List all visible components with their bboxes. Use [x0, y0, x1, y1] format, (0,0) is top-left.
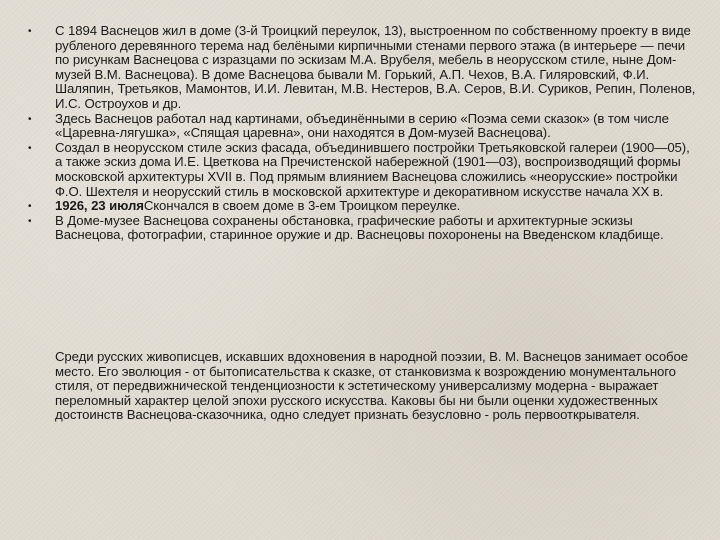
death-date: 1926, 23 июля — [55, 198, 144, 214]
bullet-item-architecture — [28, 141, 696, 199]
bullet-dot-icon: • — [28, 26, 32, 37]
bullet-item-museum — [28, 214, 696, 243]
bullet-list — [28, 24, 696, 243]
bullet-item-death — [28, 199, 696, 214]
bullet-dot-icon: • — [28, 215, 32, 227]
bullet-dot-icon: • — [28, 142, 32, 154]
bullet-dot-icon: • — [28, 201, 32, 213]
bullet-dot-icon: • — [28, 113, 32, 125]
bullet-text: Скончался в своем доме в 3-ем Троицком переулке. — [143, 198, 461, 214]
bullet-text: Здесь Васнецов работал над картинами, объединёнными в серию «Поэма семи сказок» (в том числе «Царевна-лягушка», «Спящая царевна», они находятся в Дом-музей Васнецова). — [55, 110, 669, 141]
bullet-item-house — [28, 24, 696, 112]
summary-paragraph: Среди русских живописцев, искавших вдохновения в народной поэзии, В. М. Васнецов занимает особое место. Его эволюция - от бытописательства к сказке, от станковизма к возрождению монументального стиля, от передвижнической тенденциозности к эстетическому универсализму модерна - выражает переломный характер целой эпохи русского искусства. Каковы бы ни были оценки художественных достоинств Васнецова-сказочника, одно следует признать безусловно - роль первооткрывателя. — [55, 349, 688, 423]
bullet-item-fairy-tales — [28, 112, 696, 141]
bullet-text: Создал в неорусском стиле эскиз фасада, объединившего постройки Третьяковской галереи (1900—05), а также эскиз дома И.Е. Цветкова на Пречистенской набережной (1901—03), воспроизводящий формы московской архитектуры XVII в. Под прямым влиянием Васнецова сложились «неорусские» постройки Ф.О. Шехтеля и неорусский стиль в московской архитектуре и декоративном искусстве начала XX в. — [55, 139, 690, 199]
bullet-text: С 1894 Васнецов жил в доме (3-й Троицкий переулок, 13), выстроенном по собственному проекту в виде рубленого деревянного терема над белёными кирпичными стенами первого этажа (в интерьере — печи по рисункам Васнецова с изразцами по эскизам М.А. Врубеля, мебель в неорусском стиле, ныне Дом-музей В.М. Васнецова). В доме Васнецова бывали М. Горький, А.П. Чехов, В.А. Гиляровский, Ф.И. Шаляпин, Третьяков, Мамонтов, И.И. Левитан, М.В. Нестеров, В.А. Серов, В.И. Суриков, Репин, Поленов, И.С. Остроухов и др. — [55, 23, 696, 111]
bullet-text: В Доме-музее Васнецова сохранены обстановка, графические работы и архитектурные эскизы Васнецова, фотографии, старинное оружие и др. Васнецовы похоронены на Введенском кладбище. — [55, 212, 664, 243]
